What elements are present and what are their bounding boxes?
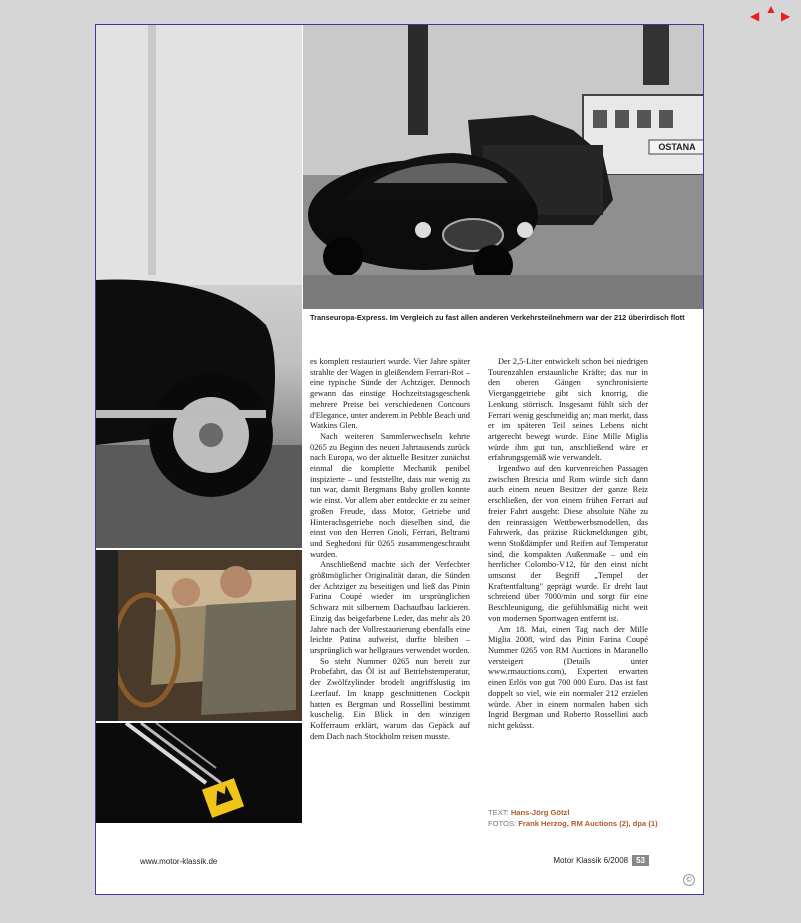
triangle-right-icon[interactable]: ▶: [781, 9, 791, 23]
paragraph: So steht Nummer 0265 nun bereit zur Probefahrt, das Öl ist auf Betriebstemperatur, der Zwölfzylinder brodelt angriffslustig im Leerlauf. Im knapp geschnittenen Cockpit hatten es Bergman und Rossellini bestimmt kuschelig. Ein Blick in den winzigen Kofferraum erklärt, warum das Gepäck auf dem Dach nach Stockholm reisen musste.: [310, 656, 470, 741]
paragraph: es komplett restauriert wurde. Vier Jahre später strahlte der Wagen in gleißendem Ferrari-Rot – eine typische Sünde der Achtziger. Dennoch gewann das einstige Hochzeitstagsgeschenk mehrere Preise bei verschiedenen Concours d'Elegance, unter anderem in Pebble Beach und Watkins Glen.: [310, 357, 470, 431]
article-column-2: [488, 357, 648, 732]
cockpit-interior-photo: [96, 550, 302, 721]
triangle-left-icon[interactable]: ◀: [750, 9, 760, 23]
ferrari-badge-photo: [96, 723, 302, 823]
footer-website: www.motor-klassik.de: [140, 857, 218, 866]
footer-issue: Motor Klassik 6/2008: [553, 856, 629, 865]
article-column-1: [310, 357, 470, 742]
paragraph: Der 2,5-Liter entwickelt schon bei niedrigen Tourenzahlen erstaunliche Kräfte; das nur in den oberen Gängen synchronisierte Vierganggetriebe gibt sich knorrig, die Lenkung störrisch. Insgesamt fühlt sich der Ferrari wenig geschmeidig an; man merkt, dass er im späteren Teil seines Lebens nicht artgerecht bewegt wurde. Eine Mille Miglia würde ihm gut tun, anschließend wäre er erfahrungsgemäß wie verwandelt.: [488, 357, 648, 463]
text-credit-label: TEXT:: [488, 808, 509, 817]
harbour-ferrari-illustration: [303, 25, 704, 309]
ship-sign-text: OSTANA: [658, 142, 696, 152]
car-fender-illustration: [96, 25, 302, 548]
page-number: 53: [632, 855, 649, 866]
triangle-up-icon[interactable]: ▲: [765, 2, 777, 16]
paragraph: Irgendwo auf den kurvenreichen Passagen zwischen Brescia und Rom würde sich dann auch einem neuen Besitzer der ganze Reiz erschließen, der von einem frühen Ferrari auf freier Fahrt ausgeht: Diese absolute Nähe zu den reinrassigen Wettbewerbsmodellen, das Fahrwerk, das präzise Rückmeldungen gibt, wenn Stoßdämpfer und Reifen auf Temperatur sind, die kompakten Außenmaße – und ein herrlicher Colombo-V12, für den einst nicht umsonst der Begriff „Tempel der Kraftentfaltung" geprägt wurde. Er dreht laut schreiend über 7000/min und sorgt für eine Beschleunigung, die gefühlsmäßig nicht weit von modernen Sportwagen entfernt ist.: [488, 464, 648, 623]
paragraph: Anschließend machte sich der Verfechter größtmöglicher Originalität daran, die Sünden der Achtziger zu beseitigen und ließ das Pinin Farina Coupé wieder im ursprünglichen Schwarz mit silbernem Dachaufbau lackieren. Einzig das beigefarbene Leder, das mehr als 20 Jahre nach der Vollrestaurierung ebenfalls eine leichte Patina aufweist, durfte bleiben – ursprünglich war hellgraues verwendet worden.: [310, 560, 470, 655]
car-fender-photo: [96, 25, 302, 548]
copyright-icon: ©: [683, 874, 695, 886]
text-credit-author: Hans-Jörg Götzl: [510, 808, 570, 817]
footer-issue-info: [553, 855, 649, 866]
harbour-ferrari-photo: [303, 25, 704, 309]
photo-credit-label: FOTOS:: [488, 819, 517, 828]
ferrari-badge-illustration: [96, 723, 302, 823]
photo-credit-authors: Frank Herzog, RM Auctions (2), dpa (1): [518, 819, 658, 828]
paragraph: Nach weiteren Sammlerwechseln kehrte 0265 zu Beginn des neuen Jahrtausends zurück nach Europa, wo der aktuelle Besitzer zunächst einmal die komplette Mechanik penibel inspizierte – und feststellte, dass nur wenig zu tun war, damit Bergmans Baby grollen konnte wie einst. Vor allem aber entdeckte er zu seiner großen Freude, dass Motor, Getriebe und Hinterachsgetriebe noch dieselben sind, die einst von den Herren Gnoli, Ferrari, Beltrami und Seghedoni für 0265 zusammengeschraubt wurden.: [310, 431, 470, 559]
photo-caption: Transeuropa-Express. Im Vergleich zu fast allen anderen Verkehrsteilnehmern war der 212 überirdisch flott: [310, 313, 685, 322]
cockpit-interior-illustration: [96, 550, 302, 721]
article-credits: [488, 807, 658, 829]
paragraph: Am 18. Mai, einen Tag nach der Mille Miglia 2008, wird das Pinin Farina Coupé Nummer 0265 von RM Auctions in Maranello versteigert (Details unter www.rmauctions.com), Experten erwarten einen Erlös von gut 700 000 Euro. Das ist fast doppelt so viel, wie ein normaler 212 erzielen würde. Aber in einem normalen haben sich Ingrid Bergman und Roberto Rossellini auch nicht geküsst.: [488, 624, 648, 730]
magazine-page: [95, 24, 704, 895]
